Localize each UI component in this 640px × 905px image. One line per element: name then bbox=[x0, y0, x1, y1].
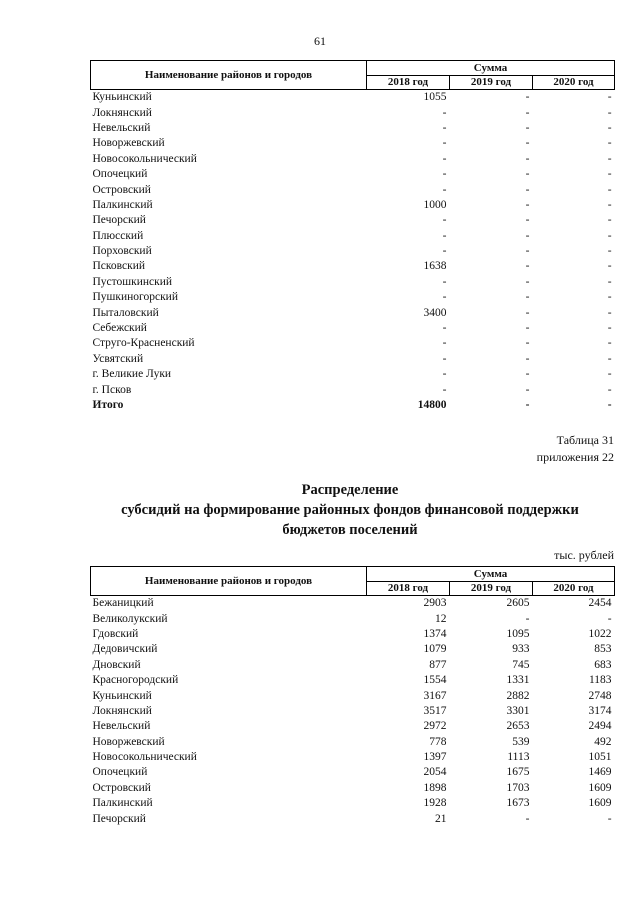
cell-2020: - bbox=[607, 368, 612, 381]
header-year: 2019 год bbox=[450, 581, 533, 596]
cell-2018: 1055 bbox=[423, 91, 447, 104]
table-row bbox=[91, 229, 615, 244]
cell-2018: 3400 bbox=[423, 306, 447, 319]
cell-2018: 1554 bbox=[423, 674, 447, 687]
cell-2018: 1898 bbox=[423, 781, 447, 794]
cell-2019: 1675 bbox=[506, 766, 530, 779]
row-name: Куньинский bbox=[92, 689, 152, 702]
row-name: Красногородский bbox=[92, 674, 179, 687]
table-row bbox=[91, 735, 615, 750]
row-name: Гдовский bbox=[92, 627, 139, 640]
cell-2020: 1183 bbox=[588, 674, 612, 687]
table-row bbox=[91, 750, 615, 765]
title-line: субсидий на формирование районных фондов финансовой поддержки bbox=[121, 502, 579, 518]
cell-2020: - bbox=[607, 91, 612, 104]
cell-2019: - bbox=[525, 106, 530, 119]
cell-2020: - bbox=[607, 352, 612, 365]
cell-2020: 3174 bbox=[588, 704, 612, 717]
row-name: Палкинский bbox=[92, 797, 153, 810]
table-row bbox=[91, 642, 615, 657]
cell-2020: 1022 bbox=[588, 627, 612, 640]
row-name: Печорский bbox=[92, 214, 146, 227]
cell-2018: - bbox=[442, 352, 447, 365]
cell-2019: 2882 bbox=[506, 689, 530, 702]
row-name: Бежаницкий bbox=[92, 597, 154, 610]
cell-2020: - bbox=[607, 198, 612, 211]
table-note-line: Таблица 31 bbox=[556, 433, 614, 447]
cell-2019: - bbox=[525, 306, 530, 319]
header-year: 2018 год bbox=[367, 581, 450, 596]
cell-2018: 1079 bbox=[423, 643, 447, 656]
row-name: Итого bbox=[92, 399, 124, 411]
table-2-body bbox=[91, 596, 615, 827]
header-name: Наименование районов и городов bbox=[91, 567, 367, 596]
table-row bbox=[91, 765, 615, 780]
cell-2018: 2972 bbox=[423, 720, 447, 733]
cell-2018: - bbox=[442, 337, 447, 350]
table-row bbox=[91, 136, 615, 151]
row-name: Пустошкинский bbox=[92, 275, 173, 288]
cell-2018: 3517 bbox=[423, 704, 447, 717]
cell-2019: - bbox=[525, 214, 530, 227]
cell-2018: - bbox=[442, 229, 447, 242]
cell-2020: - bbox=[607, 291, 612, 304]
units-label: тыс. рублей bbox=[554, 548, 614, 562]
cell-2019: - bbox=[525, 322, 530, 335]
cell-2020: - bbox=[607, 152, 612, 165]
cell-2018: - bbox=[442, 137, 447, 150]
cell-2020: - bbox=[607, 229, 612, 242]
header-sum: Сумма bbox=[367, 61, 615, 76]
table-row bbox=[91, 398, 615, 413]
cell-2019: - bbox=[525, 383, 530, 396]
cell-2020: - bbox=[607, 121, 612, 134]
table-1-body bbox=[91, 90, 615, 414]
cell-2019: - bbox=[525, 260, 530, 273]
header-year: 2019 год bbox=[450, 75, 533, 90]
cell-2019: - bbox=[525, 612, 530, 625]
cell-2020: 2454 bbox=[588, 597, 612, 610]
table-row bbox=[91, 704, 615, 719]
table-row bbox=[91, 796, 615, 811]
cell-2019: - bbox=[525, 245, 530, 258]
cell-2019: - bbox=[525, 399, 530, 411]
page-number: 61 bbox=[314, 34, 326, 48]
cell-2018: 14800 bbox=[417, 399, 447, 411]
cell-2018: - bbox=[442, 383, 447, 396]
cell-2020: - bbox=[607, 275, 612, 288]
cell-2019: 1331 bbox=[506, 674, 530, 687]
cell-2020: 1051 bbox=[588, 751, 612, 764]
cell-2020: 1609 bbox=[588, 781, 612, 794]
row-name: Островский bbox=[92, 183, 151, 196]
row-name: Струго-Красненский bbox=[92, 337, 195, 350]
section-title bbox=[60, 480, 640, 540]
cell-2018: 877 bbox=[429, 658, 447, 671]
row-name: г. Псков bbox=[92, 383, 132, 396]
cell-2018: - bbox=[442, 275, 447, 288]
cell-2020: 2494 bbox=[588, 720, 612, 733]
table-row bbox=[91, 719, 615, 734]
header-sum: Сумма bbox=[367, 567, 615, 582]
table-note bbox=[537, 432, 614, 466]
table-row bbox=[91, 105, 615, 120]
header-year: 2020 год bbox=[533, 75, 615, 90]
row-name: Великолукский bbox=[92, 612, 168, 625]
cell-2019: - bbox=[525, 121, 530, 134]
cell-2019: 1113 bbox=[507, 751, 530, 764]
table-row bbox=[91, 152, 615, 167]
table-row bbox=[91, 627, 615, 642]
row-name: Локнянский bbox=[92, 106, 152, 119]
cell-2020: - bbox=[607, 306, 612, 319]
cell-2018: 1928 bbox=[423, 797, 447, 810]
cell-2018: - bbox=[442, 183, 447, 196]
row-name: Новоржевский bbox=[92, 735, 165, 748]
table-row bbox=[91, 321, 615, 336]
cell-2018: 1638 bbox=[423, 260, 447, 273]
cell-2019: - bbox=[525, 812, 530, 825]
row-name: Усвятский bbox=[92, 352, 144, 365]
cell-2018: 3167 bbox=[423, 689, 447, 702]
cell-2019: 745 bbox=[512, 658, 530, 671]
table-row bbox=[91, 213, 615, 228]
cell-2020: 1609 bbox=[588, 797, 612, 810]
cell-2018: - bbox=[442, 121, 447, 134]
table-row bbox=[91, 275, 615, 290]
row-name: Порховский bbox=[92, 245, 152, 258]
row-name: Новосокольнический bbox=[92, 152, 197, 165]
table-row bbox=[91, 305, 615, 320]
row-name: Новосокольнический bbox=[92, 751, 197, 764]
cell-2019: - bbox=[525, 198, 530, 211]
cell-2020: 1469 bbox=[588, 766, 612, 779]
cell-2018: - bbox=[442, 322, 447, 335]
cell-2020: - bbox=[607, 322, 612, 335]
table-row bbox=[91, 167, 615, 182]
cell-2020: - bbox=[607, 612, 612, 625]
cell-2019: - bbox=[525, 368, 530, 381]
table-row bbox=[91, 611, 615, 626]
cell-2020: 683 bbox=[594, 658, 612, 671]
cell-2020: - bbox=[607, 106, 612, 119]
row-name: Опочецкий bbox=[92, 766, 148, 779]
cell-2019: 3301 bbox=[506, 704, 530, 717]
cell-2019: 1095 bbox=[506, 627, 530, 640]
cell-2020: - bbox=[607, 245, 612, 258]
row-name: Невельский bbox=[92, 121, 151, 134]
table-row bbox=[91, 259, 615, 274]
table-row bbox=[91, 367, 615, 382]
table-1 bbox=[90, 60, 614, 413]
cell-2019: 539 bbox=[512, 735, 530, 748]
table-row bbox=[91, 90, 615, 106]
table-row bbox=[91, 198, 615, 213]
cell-2018: 2903 bbox=[423, 597, 447, 610]
table-row bbox=[91, 244, 615, 259]
cell-2018: - bbox=[442, 368, 447, 381]
cell-2019: - bbox=[525, 275, 530, 288]
cell-2020: 2748 bbox=[588, 689, 612, 702]
table-row bbox=[91, 352, 615, 367]
cell-2020: 492 bbox=[594, 735, 612, 748]
row-name: Дедовичский bbox=[92, 643, 158, 656]
table-row bbox=[91, 290, 615, 305]
cell-2018: 21 bbox=[435, 812, 447, 825]
cell-2019: - bbox=[525, 352, 530, 365]
cell-2020: - bbox=[607, 812, 612, 825]
table-row bbox=[91, 596, 615, 612]
row-name: Пыталовский bbox=[92, 306, 159, 319]
cell-2019: 2653 bbox=[506, 720, 530, 733]
cell-2020: - bbox=[607, 337, 612, 350]
cell-2019: - bbox=[525, 137, 530, 150]
cell-2018: 1374 bbox=[423, 627, 447, 640]
cell-2018: 1000 bbox=[423, 198, 447, 211]
table-row bbox=[91, 336, 615, 351]
cell-2019: - bbox=[525, 291, 530, 304]
cell-2020: 853 bbox=[594, 643, 612, 656]
table-row bbox=[91, 781, 615, 796]
table-row bbox=[91, 811, 615, 826]
cell-2018: 778 bbox=[429, 735, 447, 748]
row-name: Печорский bbox=[92, 812, 146, 825]
table-1-grid bbox=[90, 60, 615, 413]
row-name: Островский bbox=[92, 781, 151, 794]
row-name: Невельский bbox=[92, 720, 151, 733]
table-row bbox=[91, 182, 615, 197]
cell-2019: - bbox=[525, 183, 530, 196]
row-name: Опочецкий bbox=[92, 168, 148, 181]
table-row bbox=[91, 673, 615, 688]
cell-2019: - bbox=[525, 91, 530, 104]
table-2 bbox=[90, 566, 614, 827]
cell-2020: - bbox=[607, 214, 612, 227]
row-name: Новоржевский bbox=[92, 137, 165, 150]
row-name: г. Великие Луки bbox=[92, 368, 172, 381]
title-line: бюджетов поселений bbox=[282, 522, 418, 538]
table-row bbox=[91, 121, 615, 136]
cell-2019: - bbox=[525, 152, 530, 165]
cell-2018: 2054 bbox=[423, 766, 447, 779]
cell-2018: - bbox=[442, 152, 447, 165]
row-name: Плюсский bbox=[92, 229, 144, 242]
row-name: Пушкиногорский bbox=[92, 291, 178, 304]
cell-2020: - bbox=[607, 168, 612, 181]
cell-2018: - bbox=[442, 245, 447, 258]
cell-2019: 1703 bbox=[506, 781, 530, 794]
cell-2019: - bbox=[525, 229, 530, 242]
cell-2019: 933 bbox=[512, 643, 530, 656]
cell-2020: - bbox=[607, 383, 612, 396]
cell-2019: 2605 bbox=[506, 597, 530, 610]
row-name: Себежский bbox=[92, 322, 147, 335]
header-year: 2018 год bbox=[367, 75, 450, 90]
title-line: Распределение bbox=[301, 482, 399, 498]
cell-2019: - bbox=[525, 337, 530, 350]
cell-2020: - bbox=[607, 399, 612, 411]
cell-2018: - bbox=[442, 214, 447, 227]
header-name: Наименование районов и городов bbox=[91, 61, 367, 90]
table-row bbox=[91, 658, 615, 673]
cell-2018: - bbox=[442, 106, 447, 119]
cell-2018: - bbox=[442, 168, 447, 181]
row-name: Локнянский bbox=[92, 704, 152, 717]
table-note-line: приложения 22 bbox=[536, 450, 614, 464]
row-name: Куньинский bbox=[92, 91, 152, 104]
cell-2018: 12 bbox=[435, 612, 447, 625]
row-name: Палкинский bbox=[92, 198, 153, 211]
cell-2018: 1397 bbox=[423, 751, 447, 764]
cell-2019: - bbox=[525, 168, 530, 181]
table-row bbox=[91, 688, 615, 703]
cell-2020: - bbox=[607, 183, 612, 196]
cell-2019: 1673 bbox=[506, 797, 530, 810]
cell-2018: - bbox=[442, 291, 447, 304]
row-name: Дновский bbox=[92, 658, 141, 671]
cell-2020: - bbox=[607, 260, 612, 273]
row-name: Псковский bbox=[92, 260, 146, 273]
cell-2020: - bbox=[607, 137, 612, 150]
table-row bbox=[91, 382, 615, 397]
header-year: 2020 год bbox=[533, 581, 615, 596]
table-2-grid bbox=[90, 566, 615, 827]
